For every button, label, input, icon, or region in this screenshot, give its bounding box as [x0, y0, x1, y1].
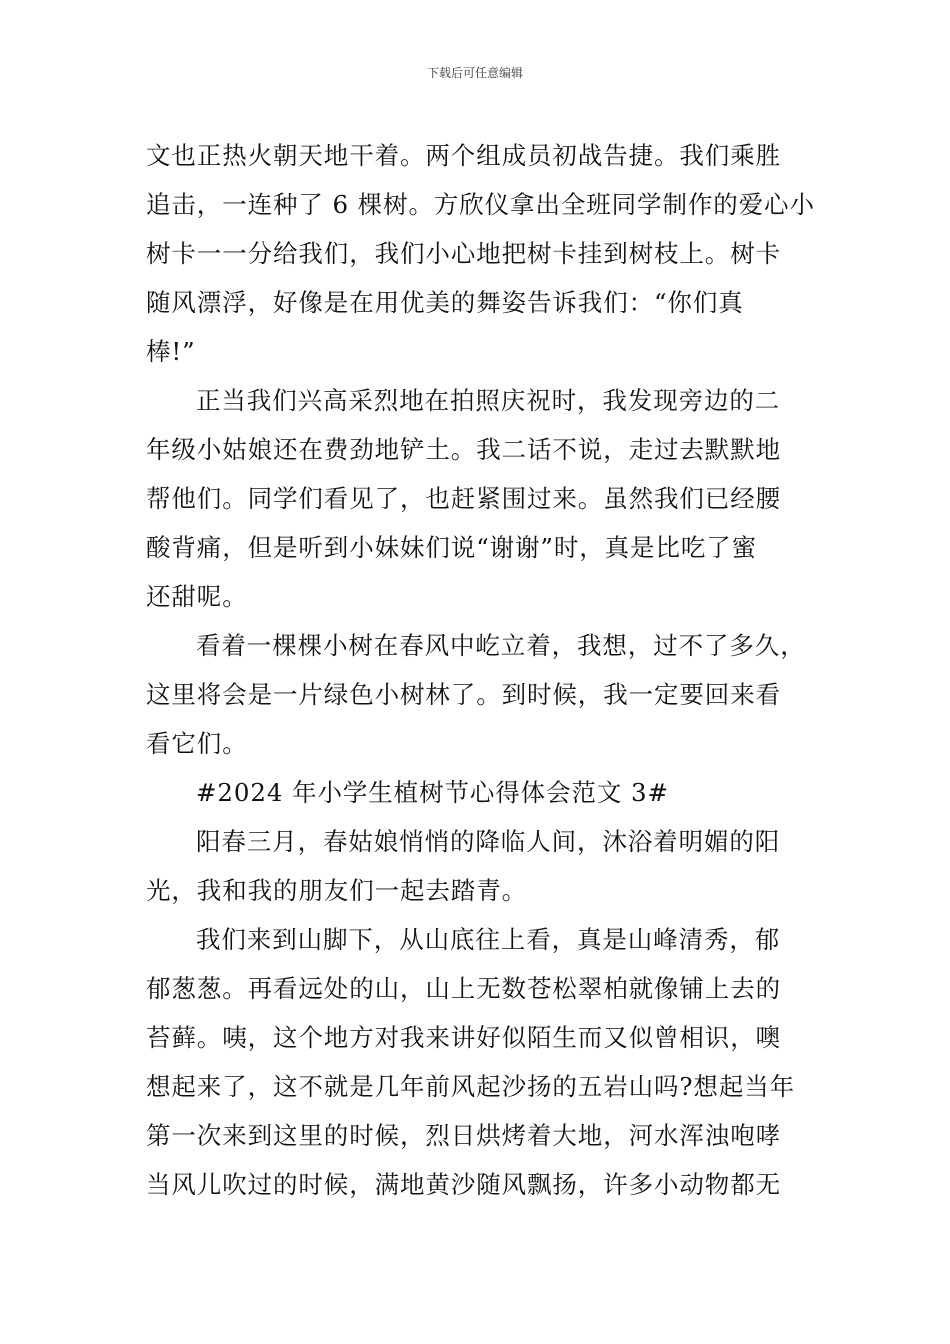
text-line-15: 阳春三月，春姑娘悄悄的降临人间，沐浴着明媚的阳 [196, 827, 781, 856]
page-header-note: 下载后可任意编辑 [426, 66, 523, 80]
text-line-20: 想起来了，这不就是几年前风起沙扬的五岩山吗?想起当年 [146, 1072, 796, 1101]
text-line-9: 酸背痛，但是听到小妹妹们说“谢谢”时，真是比吃了蜜 [146, 533, 758, 562]
text-line-21: 第一次来到这里的时候，烈日烘烤着大地，河水浑浊咆哮 [146, 1121, 781, 1150]
text-line-12: 这里将会是一片绿色小树林了。到时候，我一定要回来看 [146, 680, 781, 709]
text-line-10: 还甜呢。 [146, 582, 248, 611]
text-line-18: 郁葱葱。再看远处的山，山上无数苍松翠柏就像铺上去的 [146, 974, 781, 1003]
text-line-17: 我们来到山脚下，从山底往上看，真是山峰清秀，郁 [196, 925, 781, 954]
text-line-3: 树卡一一分给我们，我们小心地把树卡挂到树枝上。树卡 [146, 239, 781, 268]
text-line-8: 帮他们。同学们看见了，也赶紧围过来。虽然我们已经腰 [146, 484, 781, 513]
text-line-7: 年级小姑娘还在费劲地铲土。我二话不说，走过去默默地 [146, 435, 781, 464]
text-line-4: 随风漂浮，好像是在用优美的舞姿告诉我们：“你们真 [146, 288, 744, 317]
section-heading: #2024 年小学生植树节心得体会范文 3# [196, 778, 669, 807]
text-line-16: 光，我和我的朋友们一起去踏青。 [146, 876, 527, 905]
text-line-22: 当风儿吹过的时候，满地黄沙随风飘扬，许多小动物都无 [146, 1170, 781, 1199]
text-line-19: 苔藓。咦，这个地方对我来讲好似陌生而又似曾相识，噢 [146, 1023, 781, 1052]
text-line-6: 正当我们兴高采烈地在拍照庆祝时，我发现旁边的二 [196, 386, 781, 415]
text-line-13: 看它们。 [146, 729, 248, 758]
document-body [146, 131, 826, 1209]
text-line-1: 文也正热火朝天地干着。两个组成员初战告捷。我们乘胜 [146, 141, 781, 170]
text-line-5: 棒!” [146, 337, 196, 366]
text-line-2: 追击，一连种了 6 棵树。方欣仪拿出全班同学制作的爱心小 [146, 190, 815, 219]
text-line-11: 看着一棵棵小树在春风中屹立着，我想，过不了多久， [196, 631, 806, 660]
